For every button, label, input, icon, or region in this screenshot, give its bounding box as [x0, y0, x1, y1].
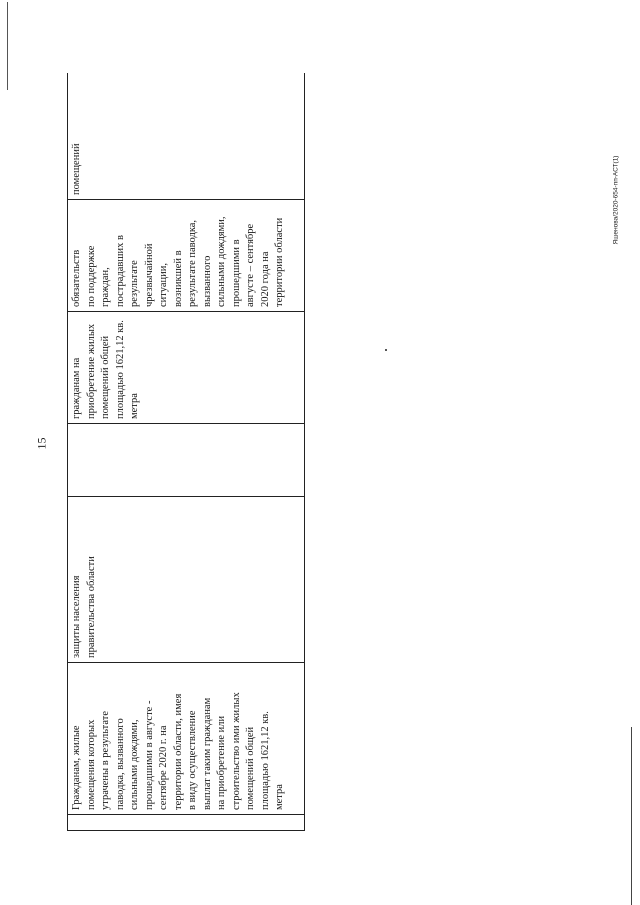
document-table [67, 73, 305, 831]
cell-text: помещений [71, 143, 82, 195]
scan-artifact-dot [385, 349, 387, 351]
document-id: Яшенова/2020-654-пп-АСТ(1) [612, 155, 620, 245]
table-cell-purpose [68, 312, 305, 424]
table-cell-premises [68, 73, 305, 200]
table-container [67, 73, 305, 831]
table-cell-empty [68, 424, 305, 497]
table-cell-executor [68, 497, 305, 663]
table-cell-index [68, 815, 305, 831]
cell-text: обязательств по поддержке граждан, пострадавших в результате чрезвычайной ситуации, возникшей в результате паводка, вызванного сильными дождями, прошедшими в августе – сентябре 2020 года на территории области [71, 216, 285, 307]
rotated-table-wrapper [67, 73, 305, 831]
cell-text: защиты населения правительства области [71, 556, 97, 658]
scan-artifact-line [631, 727, 632, 905]
page-number: 15 [34, 437, 49, 450]
table-row [68, 73, 305, 831]
table-cell-recipients [68, 663, 305, 815]
scan-artifact-line [7, 2, 8, 90]
cell-text: гражданам на приобретение жилых помещений общей площадью 1621,12 кв. метра [71, 320, 140, 419]
table-cell-obligations [68, 200, 305, 312]
cell-text: Гражданам, жилые помещения которых утрачены в результате паводка, вызванного сильными дождями, прошедшими в августе - сентябре 2020 г. на территории области, имея в виду осуществление выплат таким гражданам на приобретение или строительство ими жилых помещений общей площадью 1621,12 кв. метра [71, 692, 285, 810]
